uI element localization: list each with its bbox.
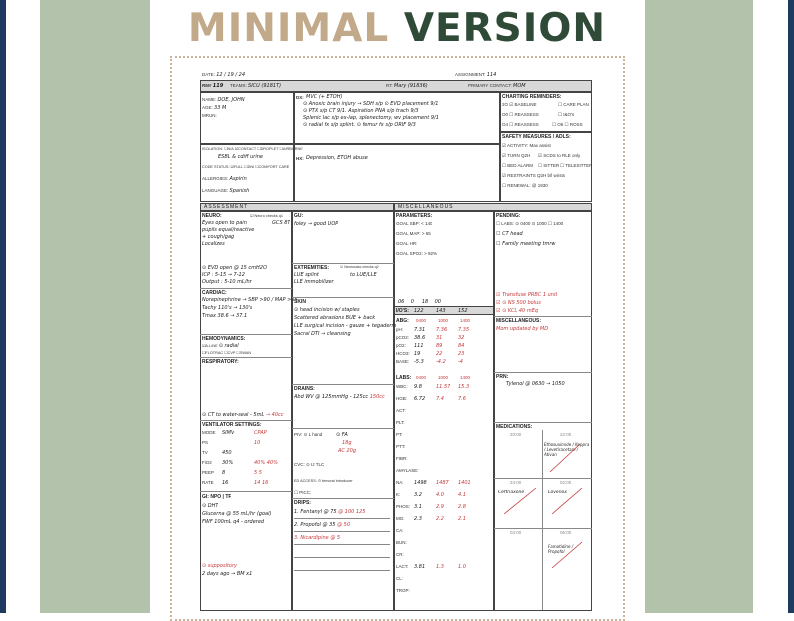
pending-red-item: ☑ ⊙ NS 500 bolus bbox=[496, 300, 541, 306]
prn-value: Tylenol @ 0630 → 1050 bbox=[506, 381, 565, 387]
abg-value: 7.35 bbox=[458, 327, 470, 333]
safety-item[interactable]: ☐ TELESITTER bbox=[560, 163, 593, 168]
vent-value: CPAP bbox=[254, 430, 267, 436]
icp-line: ICP : 5-15 → 7-12 bbox=[202, 272, 245, 278]
drip-line: 2. Propofol @ 35 @ 50 bbox=[294, 522, 351, 528]
lab-row-label: LACT: bbox=[396, 564, 409, 569]
io-value: 152 bbox=[458, 308, 468, 314]
pending-red-item: ☑ ⊙ KCL 40 mEq bbox=[496, 308, 539, 314]
cardiac-line: Norepinephrine → SBP >90 / MAP >65 bbox=[202, 297, 298, 303]
lab-value: 7.6 bbox=[458, 396, 466, 402]
lab-row-label: PT: bbox=[396, 432, 403, 437]
neuro-label: NEURO: bbox=[202, 213, 222, 219]
med-entry: Ceftriaxone bbox=[498, 490, 525, 495]
extremities-right: to LUE/LLE bbox=[350, 272, 377, 278]
dx-line-2: ⊙ Anoxic brain injury → SDH s/p ⊙ EVD placement 9/1 bbox=[303, 101, 439, 107]
vent-row-label: PS bbox=[202, 440, 209, 445]
patient-name: NAME: DOE, JOHN bbox=[202, 97, 245, 103]
lab-value: 2.8 bbox=[458, 504, 466, 510]
abg-row-label: pCO2: bbox=[396, 335, 410, 340]
assessment-bar: ASSESSMENT bbox=[200, 203, 394, 211]
lab-row-label: AMYLASE: bbox=[396, 468, 419, 473]
abg-row-label: pO2: bbox=[396, 343, 406, 348]
divider bbox=[292, 384, 394, 385]
language-row: LANGUAGE: Spanish bbox=[202, 188, 250, 194]
charting-item[interactable]: ☐ CARE PLAN bbox=[558, 102, 589, 107]
abg-time: 1400 bbox=[460, 318, 471, 323]
abg-value: 38.6 bbox=[414, 335, 426, 341]
abg-row-label: BASE: bbox=[396, 359, 410, 364]
drip-line: 1. Fentanyl @ 75 @ 100 125 bbox=[294, 509, 366, 515]
lab-row-label: CR: bbox=[396, 552, 404, 557]
lab-value: 11.57 bbox=[436, 384, 451, 390]
lab-value: 4.0 bbox=[436, 492, 444, 498]
piv-gauge: 18g bbox=[342, 440, 352, 446]
io-value: 122 bbox=[414, 308, 424, 314]
dx-line-5: ⊙ radial fx s/p splint. ⊙ femur fx s/p ORIF 9/3 bbox=[303, 122, 416, 128]
med-entry: Ethosuximide / Keppra / Levetiracetam / Ativan bbox=[544, 442, 590, 457]
evd-line: ⊙ EVD open @ 15 cmH2O bbox=[202, 265, 267, 271]
gi-red-line: ⊙ suppository bbox=[202, 563, 237, 569]
neuro-line: pupils equal/reactive bbox=[202, 227, 255, 233]
vent-row-label: PEEP bbox=[202, 470, 215, 475]
safety-item[interactable]: ☐ RENEWAL: @ 1930 bbox=[502, 183, 548, 188]
labs-time: 0400 bbox=[416, 375, 427, 380]
med-entry: Famotidine / Propofol bbox=[548, 544, 574, 554]
skin-line: Sacral DTI → cleansing bbox=[294, 331, 351, 337]
misc-label: MISCELLANEOUS: bbox=[496, 318, 541, 324]
vent-row-label: MODE bbox=[202, 430, 216, 435]
piv-gauge: AC 20g bbox=[338, 448, 357, 454]
right-sage-band bbox=[645, 0, 753, 613]
charting-item[interactable]: O4 ☐ REASSESS bbox=[502, 122, 539, 127]
lab-value: 1.3 bbox=[436, 564, 444, 570]
charting-item[interactable]: 2O ☑ BASELINE bbox=[502, 102, 537, 107]
lab-value: 3.1 bbox=[414, 504, 422, 510]
gu-label: GU: bbox=[294, 213, 304, 219]
abg-value: -4.2 bbox=[436, 359, 446, 365]
lab-value: 3.2 bbox=[414, 492, 422, 498]
patient-age: AGE: 33 M bbox=[202, 105, 227, 111]
skin-line: LLE surgical incision - gauze + tegaderm bbox=[294, 323, 397, 329]
divider bbox=[292, 428, 394, 429]
abg-value: 84 bbox=[458, 343, 465, 349]
dx-line-4: Splenic lac s/p ex-lap, splenectomy, wv placement 9/1 bbox=[303, 115, 439, 121]
drip-rule bbox=[294, 531, 390, 532]
hemodynamics-options: ☐FLOTRAC ☐CVP ☐SWAN bbox=[202, 351, 252, 355]
safety-label: SAFETY MEASURES / ADLS: bbox=[502, 134, 571, 140]
lab-row-label: BUN: bbox=[396, 540, 407, 545]
skin-line: ⊙ head incision w/ staples bbox=[294, 307, 360, 313]
lab-row-label: HGB: bbox=[396, 396, 408, 401]
lab-value: 2.9 bbox=[436, 504, 444, 510]
vent-row-label: TV bbox=[202, 450, 208, 455]
picc-label: ☐ PICC: bbox=[294, 490, 312, 495]
lab-row-label: PTT: bbox=[396, 444, 406, 449]
drip-rule bbox=[294, 570, 390, 571]
piv-fa: ⊙ FA bbox=[336, 432, 348, 438]
lab-row-label: PLT: bbox=[396, 420, 405, 425]
med-time: 04:00 bbox=[510, 530, 522, 535]
abg-row-label: HCO3: bbox=[396, 351, 410, 356]
vent-value: 14 16 bbox=[254, 480, 269, 486]
vent-label: VENTILATOR SETTINGS: bbox=[202, 422, 262, 428]
drains-value: Abd WV @ 125mmHg - 125cc 150cc bbox=[294, 394, 385, 400]
cardiac-label: CARDIAC: bbox=[202, 290, 227, 296]
safety-item[interactable]: ☐ BED ALARM bbox=[502, 163, 534, 168]
abg-time: 1000 bbox=[438, 318, 449, 323]
lab-value: 2.1 bbox=[458, 516, 466, 522]
vent-value: 40% 40% bbox=[254, 460, 278, 466]
lab-row-label: FIBR: bbox=[396, 456, 408, 461]
hx-box bbox=[294, 144, 500, 202]
med-time: 20:00 bbox=[510, 432, 522, 437]
safety-item[interactable]: ☑ TURN Q2H bbox=[502, 153, 531, 158]
lab-row-label: ACT: bbox=[396, 408, 406, 413]
vent-value: 30% bbox=[222, 460, 234, 466]
io-value: 143 bbox=[436, 308, 446, 314]
lab-value: 2.2 bbox=[436, 516, 444, 522]
drains-label: DRAINS: bbox=[294, 386, 315, 392]
left-sage-band bbox=[40, 0, 150, 613]
teams-field: TEAMS: SICU (9181T) bbox=[230, 83, 282, 89]
vent-value: 5 5 bbox=[254, 470, 262, 476]
lab-value: 1498 bbox=[414, 480, 427, 486]
divider bbox=[292, 297, 394, 298]
neuro-line: Eyes open to pain bbox=[202, 220, 247, 226]
divider bbox=[200, 288, 292, 289]
extremities-line: LLE immobilizer bbox=[294, 279, 334, 285]
abg-value: 7.31 bbox=[414, 327, 426, 333]
safety-item[interactable]: ☐ SITTER bbox=[538, 163, 560, 168]
med-entry: Lovenox bbox=[548, 490, 567, 495]
evd-output-line: Output : 5-10 mL/hr bbox=[202, 279, 252, 285]
divider bbox=[494, 422, 592, 423]
drips-label: DRIPS: bbox=[294, 500, 311, 506]
divider bbox=[200, 357, 292, 358]
charting-label: CHARTING REMINDERS: bbox=[502, 94, 562, 100]
extremities-label: EXTREMITIES: bbox=[294, 265, 330, 271]
divider bbox=[200, 491, 292, 492]
isolation-note: ESBL & cdiff urine bbox=[218, 154, 263, 160]
med-time: 06:00 bbox=[560, 530, 572, 535]
vent-value: 8 bbox=[222, 470, 226, 476]
pending-item[interactable]: ☐ CT head bbox=[496, 231, 523, 237]
gi-line: FWF 100mL q4 - ordered bbox=[202, 519, 265, 525]
respiratory-label: RESPIRATORY: bbox=[202, 359, 239, 365]
lab-value: 15.3 bbox=[458, 384, 470, 390]
labs-time: 1400 bbox=[460, 375, 471, 380]
labs-time: 1000 bbox=[438, 375, 449, 380]
access-label: ED ACCESS: ⊙ femoral introducer bbox=[294, 479, 353, 483]
code-status-row: CODE STATUS: ☑FULL ☐DNI ☐COMFORT CARE bbox=[202, 165, 290, 169]
misc-value: Mom updated by MD bbox=[496, 326, 549, 332]
neuro-line: Localizes bbox=[202, 241, 225, 247]
pending-red-item: ☑ Transfuse PRBC 1 unit bbox=[496, 292, 558, 298]
gi-line: Glucerna @ 55 mL/hr (goal) bbox=[202, 511, 272, 517]
medications-label: MEDICATIONS: bbox=[496, 424, 533, 430]
abg-value: 7.36 bbox=[436, 327, 448, 333]
divider bbox=[292, 498, 394, 499]
divider bbox=[200, 334, 292, 335]
hemodynamics-label: HEMODYNAMICS: bbox=[202, 336, 246, 342]
lab-row-label: PHOS: bbox=[396, 504, 411, 509]
miscellaneous-bar: MISCELLANEOUS bbox=[394, 203, 592, 211]
lab-value: 4.1 bbox=[458, 492, 466, 498]
lab-value: 2.3 bbox=[414, 516, 422, 522]
vent-row-label: FiO2 bbox=[202, 460, 212, 465]
gi-last-bm: 2 days ago → BM x1 bbox=[202, 571, 253, 577]
neuro-line: + cough/gag bbox=[202, 234, 235, 240]
lab-value: 1.0 bbox=[458, 564, 466, 570]
lab-row-label: TROP: bbox=[396, 588, 410, 593]
pending-item[interactable]: ☐ Family meeting tmrw bbox=[496, 241, 556, 247]
lab-value: 1487 bbox=[436, 480, 449, 486]
skin-line: Scattered abrasions BUE + back bbox=[294, 315, 376, 321]
vent-value: SIMV bbox=[222, 430, 235, 436]
med-time: 24:00 bbox=[510, 480, 522, 485]
misc-col-3 bbox=[394, 211, 494, 611]
rt-field: RT: Mary (91836) bbox=[386, 83, 428, 89]
lab-value: 1401 bbox=[458, 480, 471, 486]
abg-value: 111 bbox=[414, 343, 424, 349]
cardiac-line: Tachy 110's → 130's bbox=[202, 305, 253, 311]
charting-item[interactable]: ☐ I&O's bbox=[558, 112, 575, 117]
charting-item[interactable]: ☐ O6 ☐ ROSS bbox=[552, 122, 583, 127]
drip-rule bbox=[294, 544, 390, 545]
vent-value: 450 bbox=[222, 450, 232, 456]
cardiac-line: Tmax 38.6 → 37.1 bbox=[202, 313, 248, 319]
lab-value: 6.72 bbox=[414, 396, 426, 402]
room-field: RM# 119 bbox=[202, 83, 224, 89]
dx-line-1: MVC (+ ETOH) bbox=[306, 94, 343, 100]
parameter: GOAL SPO2: > 92% bbox=[396, 251, 437, 256]
assessment-col-2 bbox=[292, 211, 397, 611]
hemodynamics-options: ☑A-LINE ⊙ radial bbox=[202, 343, 239, 349]
extremities-check: ☑ Neurovasc checks q2 bbox=[340, 265, 379, 269]
abg-value: 23 bbox=[458, 351, 465, 357]
nurse-report-form bbox=[200, 70, 592, 610]
drip-rule bbox=[294, 557, 390, 558]
parameter: GOAL HR: bbox=[396, 241, 418, 246]
abg-value: 32 bbox=[458, 335, 465, 341]
date-row: DATE: 12 / 19 / 24 bbox=[202, 72, 246, 78]
gi-line: ⊙ DHT bbox=[202, 503, 219, 509]
gcs-value: GCS 8T bbox=[272, 220, 291, 226]
gu-value: foley → good UOP bbox=[294, 221, 339, 227]
med-time: 22:00 bbox=[560, 432, 572, 437]
patient-mrun: MRUN: bbox=[202, 113, 217, 118]
extremities-line: LUE splint bbox=[294, 272, 319, 278]
abg-value: 89 bbox=[436, 343, 443, 349]
med-time: 02:00 bbox=[560, 480, 572, 485]
primary-contact-field: PRIMARY CONTACT: MOM bbox=[468, 83, 526, 89]
dx-line-3: ⊙ PTX s/p CT 9/1. Aspiration PNA s/p trach 9/3 bbox=[303, 108, 419, 114]
abg-row-label: pH: bbox=[396, 327, 404, 332]
vent-value: 16 bbox=[222, 480, 229, 486]
charting-item[interactable]: O0 ☐ REASSESS bbox=[502, 112, 539, 117]
abg-value: 19 bbox=[414, 351, 421, 357]
abg-value: -5.3 bbox=[414, 359, 424, 365]
parameter: GOAL SBP: < 140 bbox=[396, 221, 433, 226]
abg-time: 0400 bbox=[416, 318, 427, 323]
divider bbox=[494, 372, 592, 373]
med-strike-marks bbox=[494, 430, 592, 610]
dx-label: DX: bbox=[296, 95, 304, 100]
parameters-label: PARAMETERS: bbox=[396, 213, 433, 219]
abg-label: ABG: bbox=[396, 318, 409, 324]
page-title: MINIMAL VERSION bbox=[187, 6, 607, 51]
gi-label: GI: NPO | TF bbox=[202, 494, 232, 500]
labs-label: LABS: bbox=[396, 375, 412, 381]
hx-label: HX: bbox=[296, 156, 304, 161]
io-times: 06 0 18 00 bbox=[398, 299, 441, 305]
vent-value: 10 bbox=[254, 440, 261, 446]
safety-item[interactable]: ☑ ACTIVITY: Max assist bbox=[502, 143, 551, 148]
abg-value: 31 bbox=[436, 335, 443, 341]
pending-label: PENDING: bbox=[496, 213, 521, 219]
prn-label: PRN: bbox=[496, 374, 509, 380]
left-navy-rail bbox=[0, 0, 6, 613]
isolation-row: ISOLATION: ☐N/A ☑CONTACT ☐DROPLET ☐AIRBORNE bbox=[202, 147, 303, 151]
divider bbox=[494, 316, 592, 317]
lab-value: 7.4 bbox=[436, 396, 444, 402]
lab-row-label: K: bbox=[396, 492, 401, 497]
assessment-col-1 bbox=[200, 211, 292, 611]
assignment-row: ASSIGNMENT: 114 bbox=[455, 72, 497, 78]
chest-tube-line: ⊙ CT to water-seal - 5mL → 40cc bbox=[202, 412, 284, 418]
safety-item[interactable]: ☑ SCDS to RLE only bbox=[538, 153, 581, 158]
skin-label: SKIN bbox=[294, 299, 306, 305]
abg-value: -4 bbox=[458, 359, 463, 365]
divider bbox=[292, 263, 394, 264]
lab-value: 9.8 bbox=[414, 384, 422, 390]
lab-value: 3.81 bbox=[414, 564, 426, 570]
lab-row-label: NA: bbox=[396, 480, 404, 485]
lab-row-label: CL: bbox=[396, 576, 404, 581]
neuro-check: ☑ Neuro checks q1 bbox=[250, 214, 283, 218]
parameter: GOAL MAP: > 65 bbox=[396, 231, 431, 236]
hx-value: Depression, ETOH abuse bbox=[306, 155, 368, 161]
cvc-label: CVC: ⊙ IJ TLC bbox=[294, 462, 325, 467]
piv-label: PIV: ⊙ L hand bbox=[294, 432, 323, 437]
lab-row-label: MG: bbox=[396, 516, 405, 521]
vent-row-label: RATE bbox=[202, 480, 214, 485]
io-label: I/O'S: bbox=[396, 308, 409, 314]
lab-row-label: WBC: bbox=[396, 384, 408, 389]
pending-item[interactable]: ☐ LABS: ⊙ 0400 ⊙ 1000 ☐ 1400 bbox=[496, 221, 564, 226]
right-navy-rail bbox=[788, 0, 794, 613]
safety-item[interactable]: ☑ RESTRAINTS Q2H b/l wrists bbox=[502, 173, 566, 178]
lab-row-label: CA: bbox=[396, 528, 404, 533]
allergies-row: ALLERGIES: Aspirin bbox=[202, 176, 247, 182]
divider bbox=[200, 420, 292, 421]
drip-rule bbox=[294, 518, 390, 519]
abg-value: 22 bbox=[436, 351, 443, 357]
drip-line: 3. Nicardipine @ 5 bbox=[294, 535, 341, 541]
